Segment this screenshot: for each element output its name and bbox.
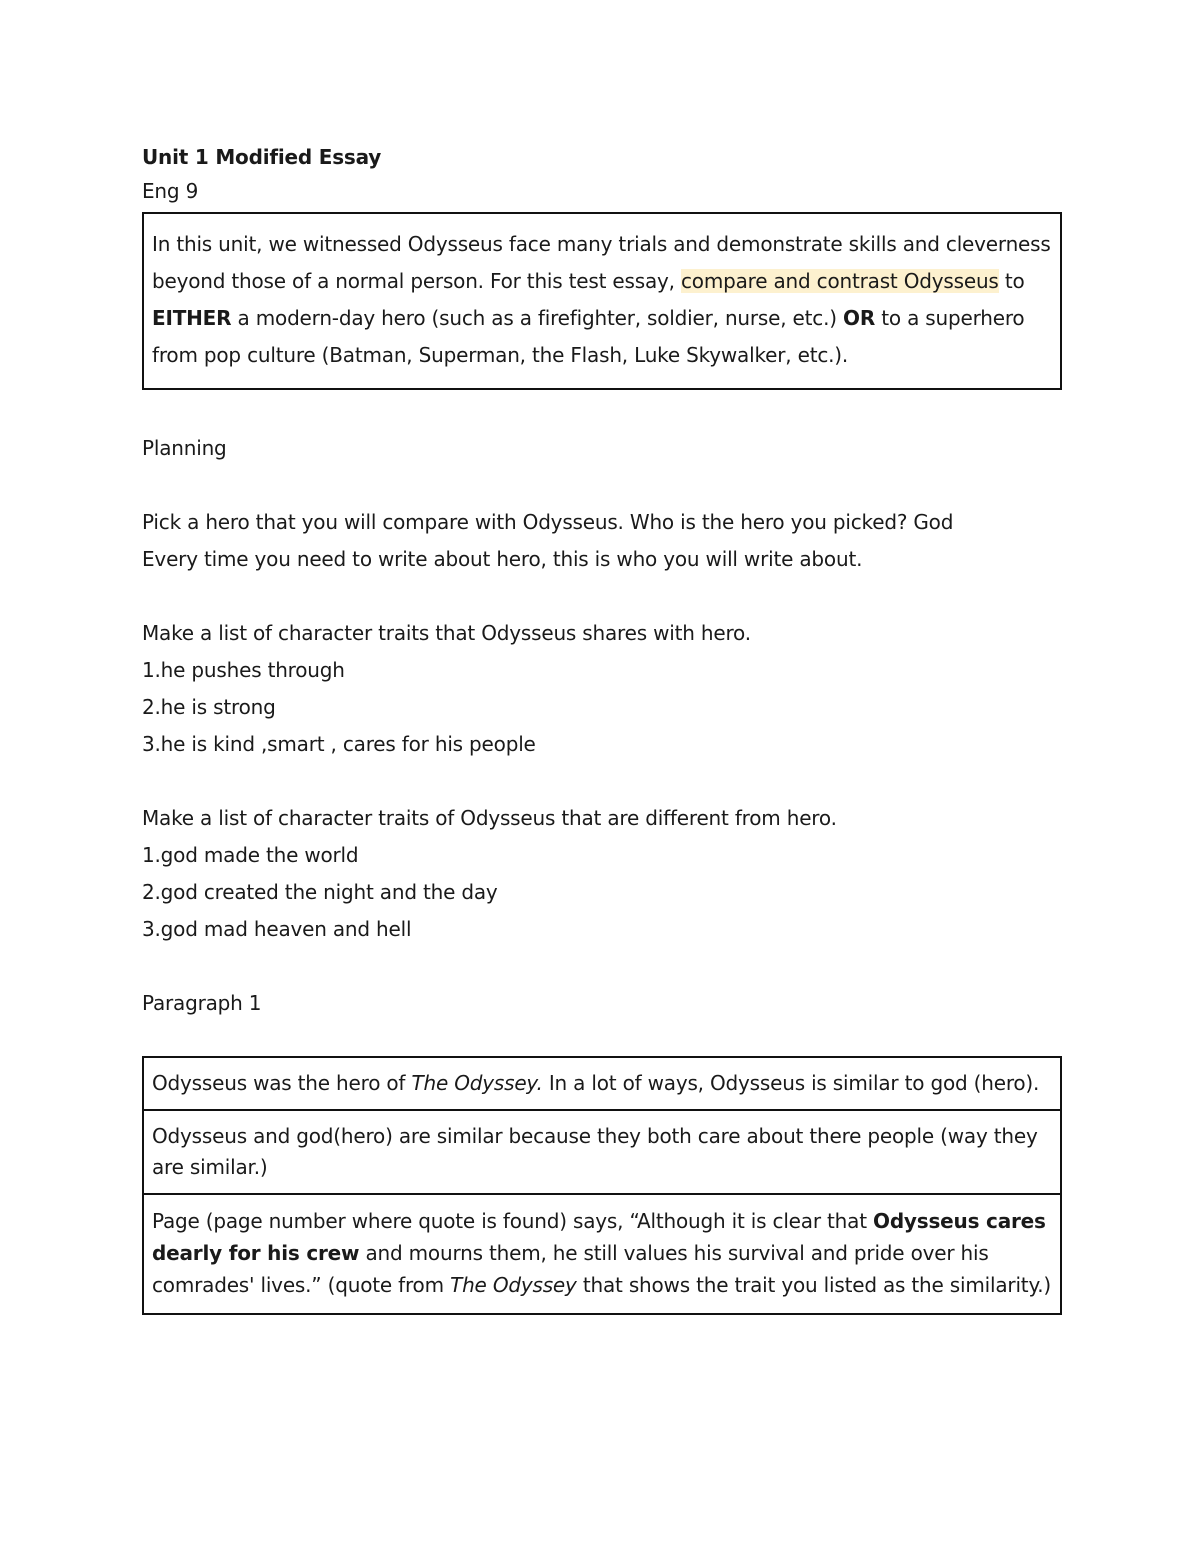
intro-text: to xyxy=(1004,269,1025,293)
intro-text: In this unit, we witnessed Odysseus face many trials and demonstrate skills and cleverness beyond those of a normal person. For this test essay, xyxy=(152,232,1051,293)
list-item: 3.he is kind ,smart , cares for his people xyxy=(142,732,536,756)
list-item: 3.god mad heaven and hell xyxy=(142,917,412,941)
emphasis-either: EITHER xyxy=(152,306,232,330)
instructions-box xyxy=(142,212,1062,390)
document-title: Unit 1 Modified Essay xyxy=(142,145,382,169)
different-traits-heading: Make a list of character traits of Odysseus that are different from hero. xyxy=(142,806,837,830)
cell-bold-text: Odysseus cares dearly for his crew xyxy=(152,1209,1046,1265)
cell-text: that shows the trait you listed as the similarity.) xyxy=(582,1273,1051,1297)
pick-hero-line: Every time you need to write about hero, this is who you will write about. xyxy=(142,547,863,571)
table-row xyxy=(144,1058,1060,1111)
cell-italic-text: The Odyssey. xyxy=(411,1071,543,1095)
document-page xyxy=(142,140,1062,1315)
cell-text: In a lot of ways, Odysseus is similar to god (hero). xyxy=(548,1071,1040,1095)
table-row xyxy=(144,1195,1060,1313)
document-subtitle: Eng 9 xyxy=(142,179,199,203)
list-item: 2.god created the night and the day xyxy=(142,880,498,904)
pick-hero-line: Pick a hero that you will compare with Odysseus. Who is the hero you picked? God xyxy=(142,510,954,534)
highlighted-text: compare and contrast Odysseus xyxy=(680,269,999,293)
list-item: 2.he is strong xyxy=(142,695,276,719)
intro-text: a modern-day hero (such as a firefighter, soldier, nurse, etc.) xyxy=(237,306,837,330)
list-item: 1.god made the world xyxy=(142,843,359,867)
intro-text: to a superhero from pop culture (Batman, Superman, the Flash, Luke Skywalker, etc.). xyxy=(152,306,1025,367)
similar-traits-heading: Make a list of character traits that Odysseus shares with hero. xyxy=(142,621,751,645)
cell-text: Odysseus was the hero of xyxy=(152,1071,406,1095)
cell-text: Page (page number where quote is found) says, “Although it is clear that xyxy=(152,1209,867,1233)
planning-heading: Planning xyxy=(142,436,227,460)
cell-italic-text: The Odyssey xyxy=(450,1273,577,1297)
cell-text: Odysseus and god(hero) are similar because they both care about there people (way they are similar.) xyxy=(152,1124,1038,1179)
paragraph-1-table xyxy=(142,1056,1062,1315)
table-row xyxy=(144,1111,1060,1195)
list-item: 1.he pushes through xyxy=(142,658,345,682)
emphasis-or: OR xyxy=(843,306,876,330)
cell-text: and mourns them, he still values his survival and pride over his comrades' lives.” (quote from xyxy=(152,1241,989,1297)
paragraph-1-heading: Paragraph 1 xyxy=(142,991,262,1015)
